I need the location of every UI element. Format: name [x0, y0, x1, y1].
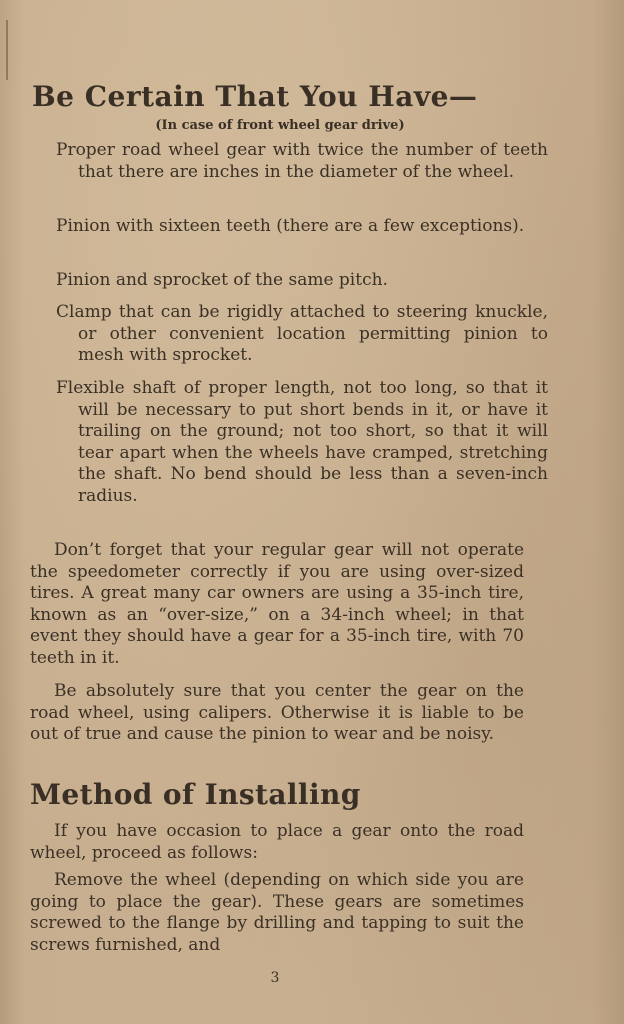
page-subheading: (In case of front wheel gear drive) [155, 118, 405, 133]
page-heading: Be Certain That You Have— [32, 80, 478, 113]
checklist-item: Pinion with sixteen teeth (there are a few exceptions). [56, 216, 525, 236]
body-paragraph: Remove the wheel (depending on which side you are going to place the gear). These gears are sometimes screwed to the flange by drilling and tapping to suit the screws furnished, and [30, 870, 524, 955]
page-number: 3 [270, 970, 280, 986]
checklist-item: Pinion and sprocket of the same pitch. [56, 270, 388, 290]
checklist-item: Clamp that can be rigidly attached to steering knuckle, or other convenient location permitting pinion to mesh with sprocket. [56, 302, 548, 365]
body-paragraph: Be absolutely sure that you center the gear on the road wheel, using calipers. Otherwise it is liable to be out of true and cause the pinion to wear and be noisy. [30, 681, 524, 744]
checklist-item: Flexible shaft of proper length, not too long, so that it will be necessary to put short bends in it, or have it trailing on the ground; not too short, so that it will tear apart when the wheels have cramped, stretching the shaft. No bend should be less than a seven-inch radius. [56, 378, 548, 506]
page-edge-mark [6, 20, 8, 80]
section-heading: Method of Installing [30, 778, 361, 811]
body-paragraph: If you have occasion to place a gear onto the road wheel, proceed as follows: [30, 821, 524, 863]
body-paragraph: Don’t forget that your regular gear will not operate the speedometer correctly if you are using over-sized tires. A great many car owners are using a 35-inch tire, known as an “over-size,” on a 34-inch wheel; in that event they should have a gear for a 35-inch tire, with 70 teeth in it. [30, 540, 524, 668]
checklist-item: Proper road wheel gear with twice the number of teeth that there are inches in the diameter of the wheel. [56, 140, 548, 182]
